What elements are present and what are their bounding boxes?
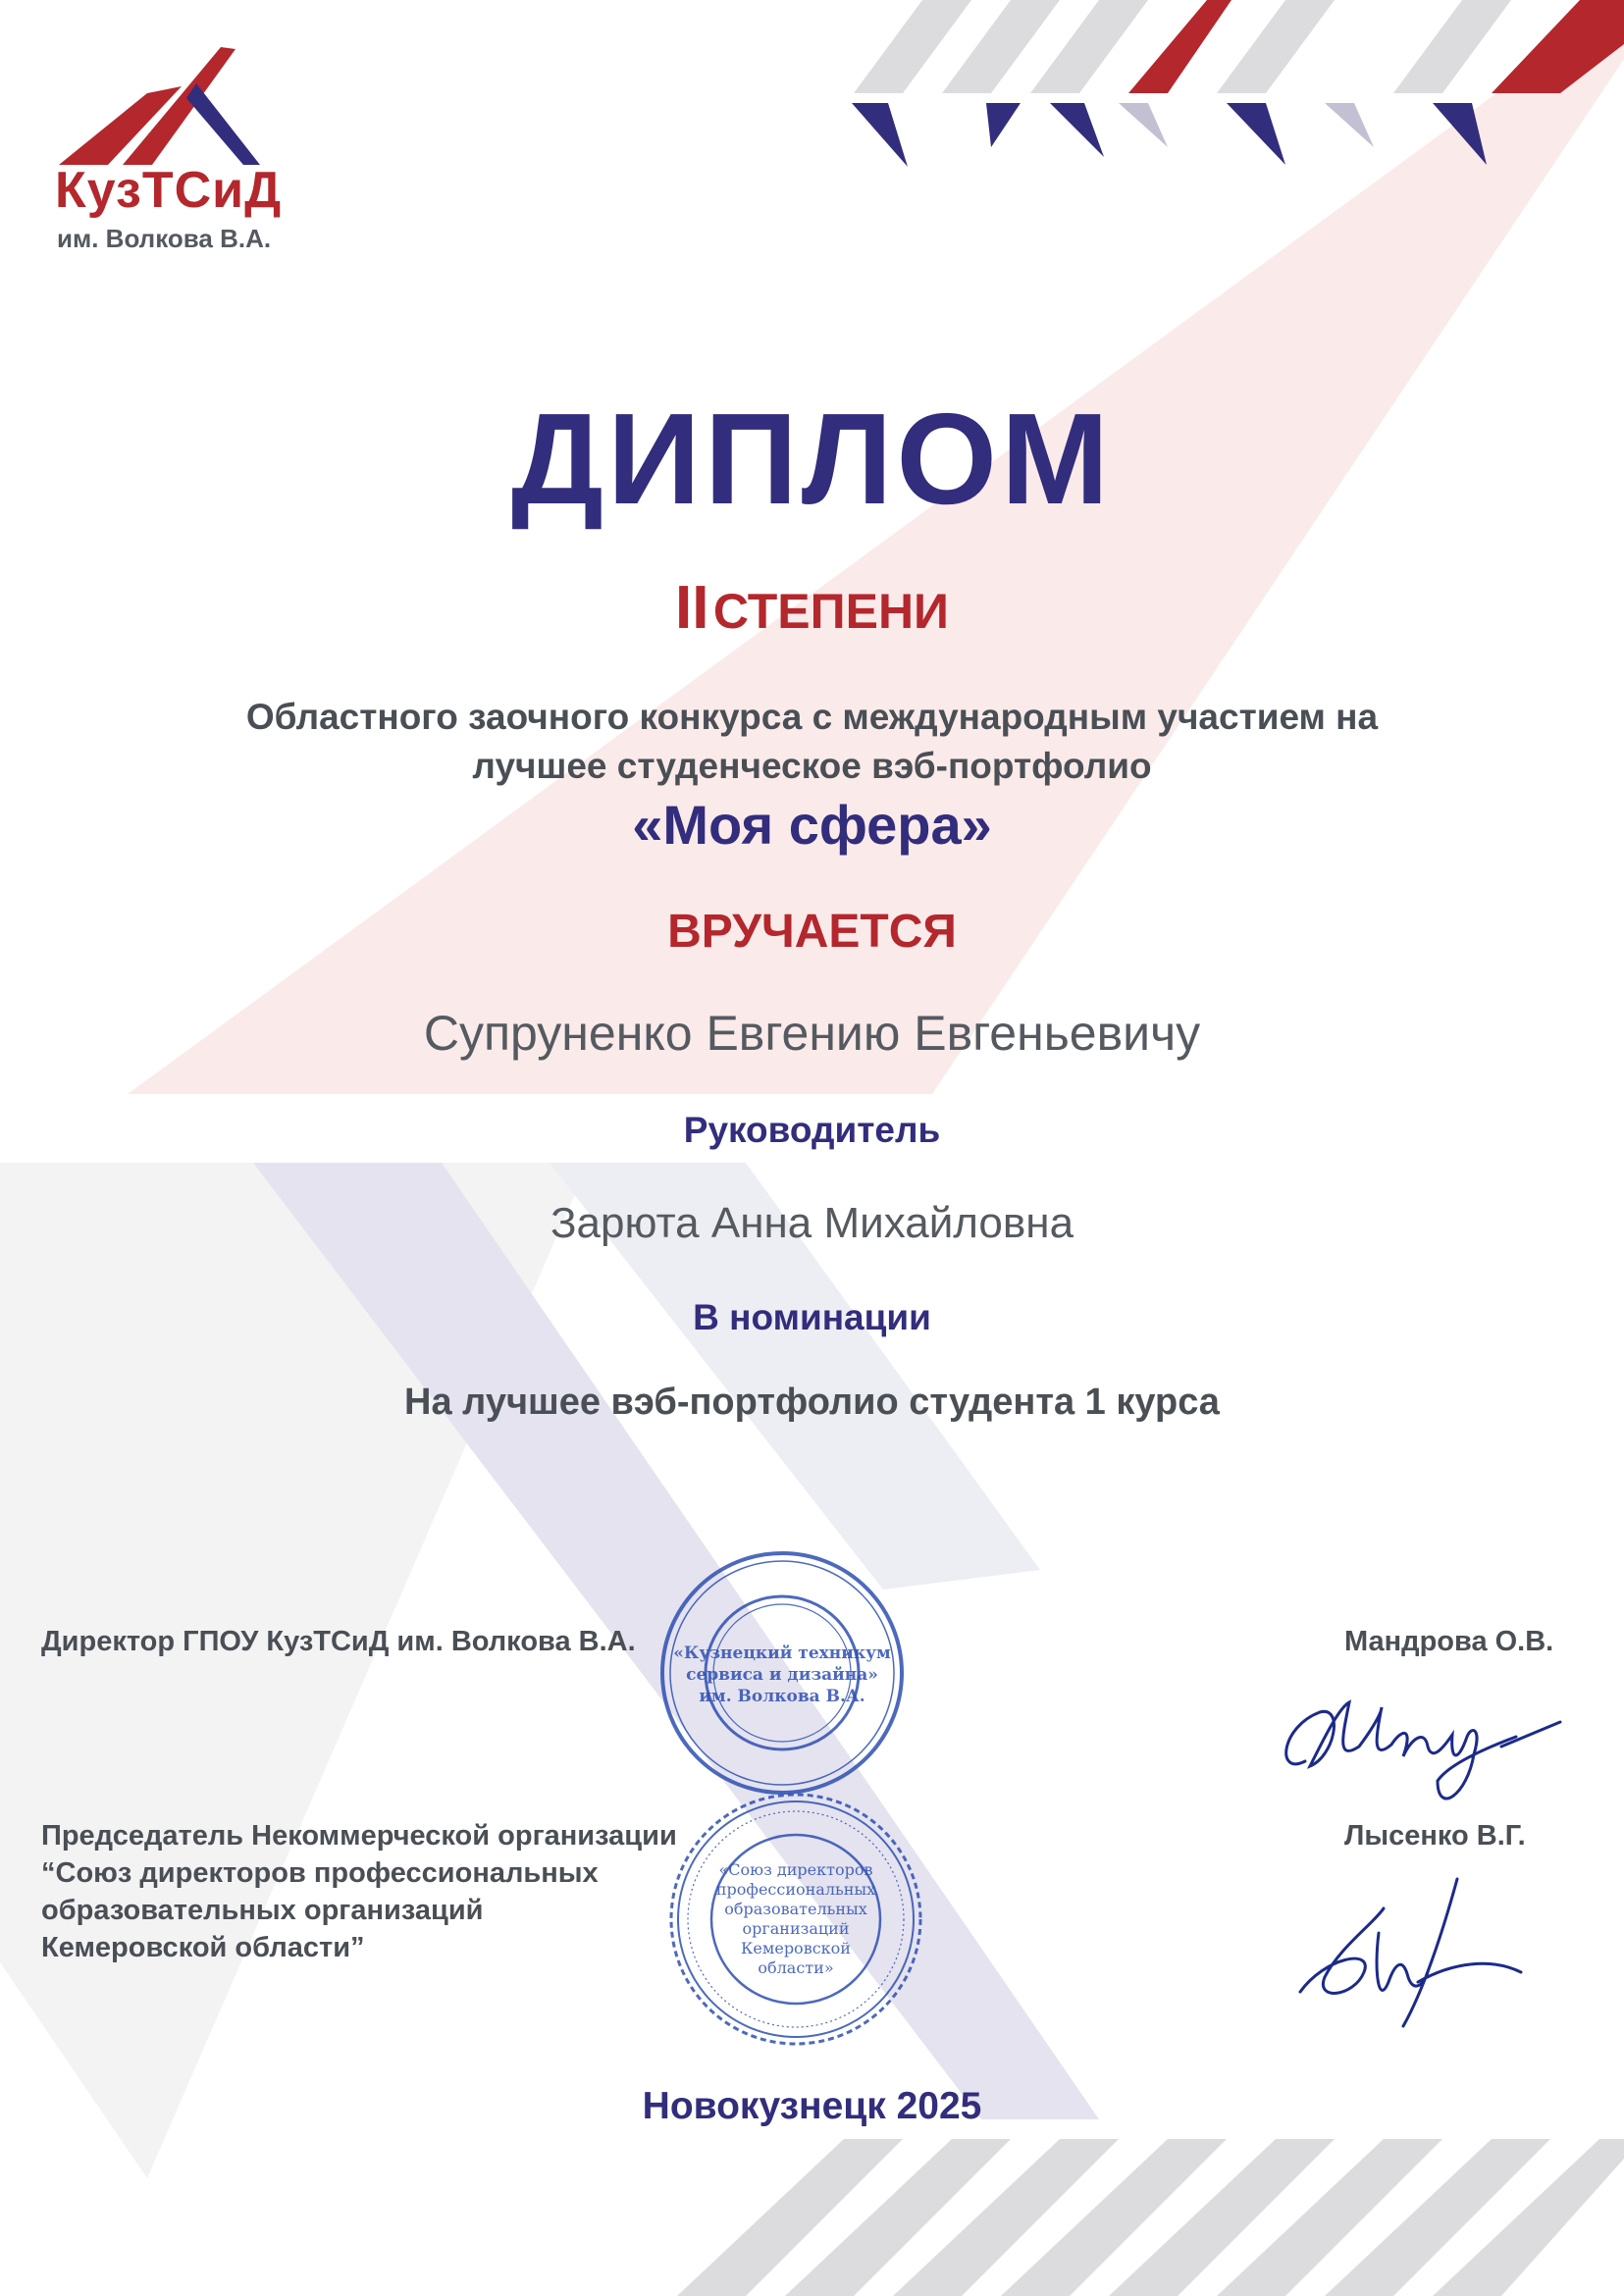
contest-description-line-2: лучшее студенческое вэб-портфолио bbox=[472, 746, 1152, 786]
signatory-2-name: Лысенко В.Г. bbox=[1344, 1820, 1526, 1852]
union-stamp-seal bbox=[667, 1791, 924, 2048]
nomination-label: В номинации bbox=[693, 1297, 931, 1337]
union-stamp-line: области» bbox=[758, 1958, 834, 1977]
union-stamp bbox=[667, 1791, 924, 2048]
college-stamp-line: сервиса и дизайна» bbox=[686, 1665, 878, 1685]
supervisor-label: Руководитель bbox=[683, 1110, 941, 1150]
union-stamp-line: «Союз директоров bbox=[718, 1860, 873, 1879]
union-stamp-line: профессиональных bbox=[715, 1880, 876, 1899]
signatory-1-name: Мандрова О.В. bbox=[1344, 1626, 1554, 1657]
degree-word: СТЕПЕНИ bbox=[712, 584, 949, 639]
signatory-2-title-line: образовательных организаций bbox=[41, 1895, 484, 1926]
college-stamp-line: «Кузнецкий техникум bbox=[673, 1644, 891, 1663]
signatory-2-title-line: Председатель Некоммерческой организации bbox=[41, 1820, 677, 1852]
college-stamp bbox=[657, 1548, 907, 1798]
supervisor-name: Зарюта Анна Михайловна bbox=[550, 1199, 1074, 1247]
awarded-label: ВРУЧАЕТСЯ bbox=[667, 906, 957, 958]
signatory-1-title: Директор ГПОУ КузТСиД им. Волкова В.А. bbox=[41, 1626, 636, 1657]
footer-city-year: Новокузнецк 2025 bbox=[642, 2085, 982, 2127]
recipient-name: Супруненко Евгению Евгеньевичу bbox=[423, 1006, 1201, 1061]
contest-description bbox=[0, 693, 1624, 791]
signatory-2-title-line: “Союз директоров профессиональных bbox=[41, 1857, 599, 1889]
contest-description-line-1: Областного заочного конкурса с международным участием на bbox=[245, 697, 1379, 737]
contest-name: «Моя сфера» bbox=[632, 794, 992, 856]
logo-name: КузТСиД bbox=[55, 162, 283, 219]
logo-subtitle: им. Волкова В.А. bbox=[57, 224, 272, 253]
diploma-degree bbox=[0, 573, 1624, 643]
director-signature bbox=[1266, 1668, 1570, 1815]
nomination-text: На лучшее вэб-портфолио студента 1 курса bbox=[404, 1382, 1220, 1423]
diploma-title: ДИПЛОМ bbox=[510, 387, 1114, 531]
logo bbox=[49, 39, 285, 265]
union-stamp-line: организаций bbox=[742, 1919, 850, 1938]
signatory-2-title bbox=[41, 1817, 677, 1966]
chairman-signature bbox=[1285, 1864, 1541, 2031]
union-stamp-line: образовательных bbox=[724, 1900, 867, 1918]
degree-roman: II bbox=[675, 574, 709, 642]
college-stamp-line: им. Волкова В.А. bbox=[699, 1687, 865, 1706]
college-stamp-seal bbox=[657, 1548, 907, 1798]
union-stamp-line: Кемеровской bbox=[741, 1939, 851, 1957]
signatory-2-title-line: Кемеровской области” bbox=[41, 1932, 365, 1963]
logo-emblem bbox=[49, 39, 285, 167]
